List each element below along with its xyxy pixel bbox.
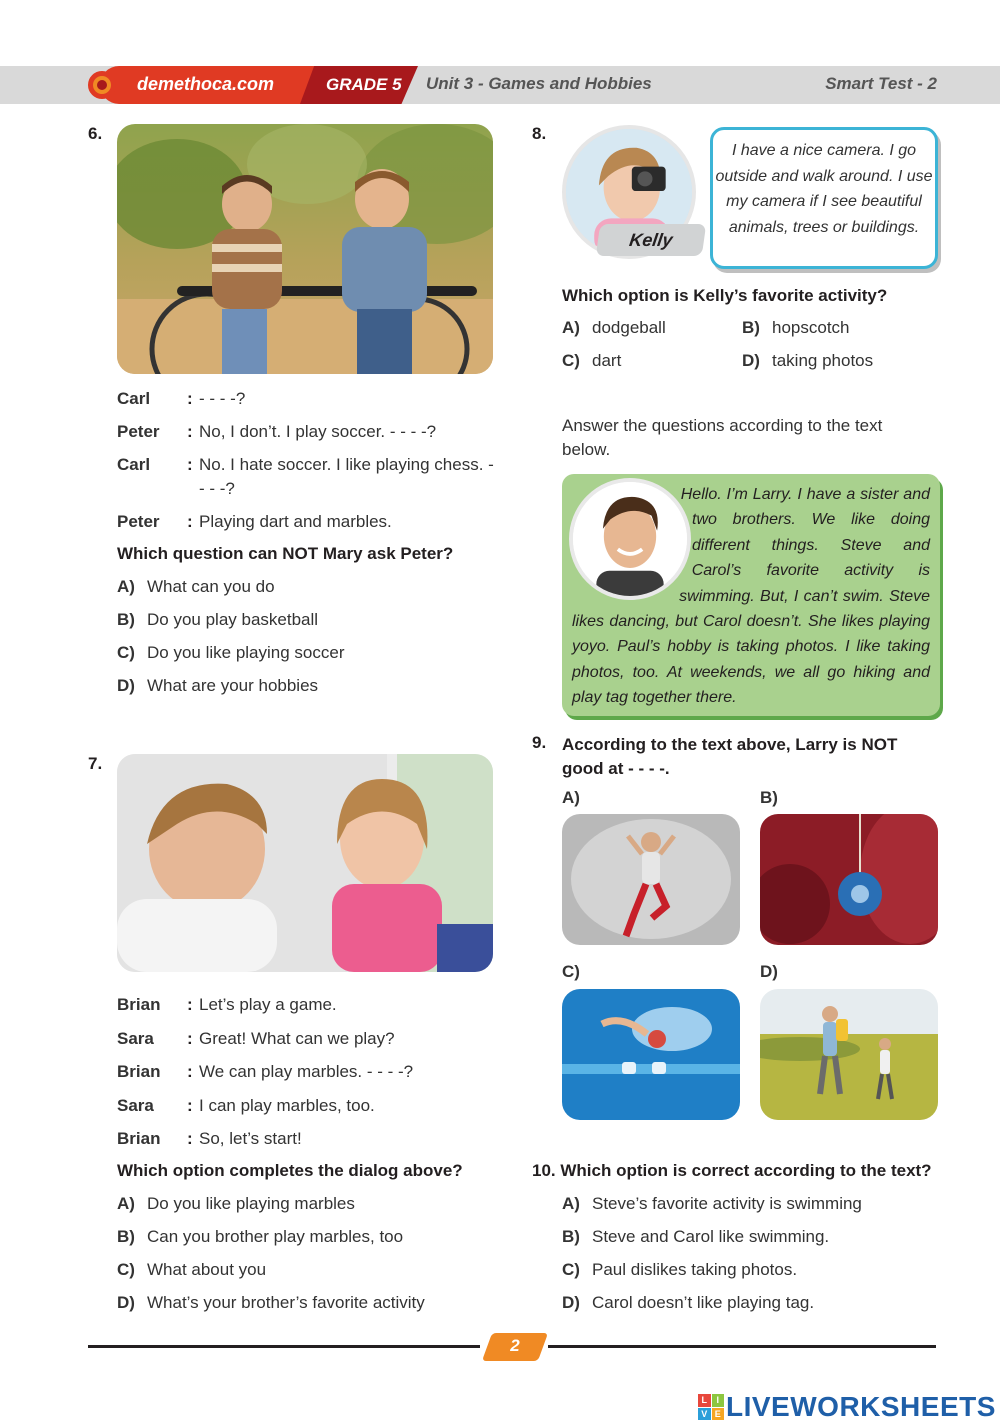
q9-option-b-yoyo-image[interactable] <box>760 814 938 945</box>
question-6-number: 6. <box>88 124 103 143</box>
speaker: Sara <box>117 1029 154 1048</box>
option-text: dodgeball <box>592 318 666 337</box>
option-text: dart <box>592 351 622 370</box>
line-text: No, I don’t. I play soccer. - - - -? <box>199 422 437 441</box>
question-9-number: 9. <box>532 733 547 752</box>
option-letter: C) <box>117 643 135 662</box>
kids-talking-photo <box>117 754 493 972</box>
option-letter: A) <box>562 318 580 337</box>
q8-option-c[interactable] <box>562 351 621 371</box>
option-text: Carol doesn’t like playing tag. <box>592 1293 815 1312</box>
q9-label-d: D) <box>760 962 778 981</box>
logo-letter: L <box>698 1394 711 1407</box>
q10-option-b[interactable] <box>562 1227 829 1247</box>
speaker: Peter <box>117 422 160 441</box>
question-10-body: Which option is correct according to the text? <box>560 1161 932 1180</box>
line-text: No. I hate soccer. I like playing chess. - - - -? <box>199 455 494 498</box>
option-text: hopscotch <box>772 318 850 337</box>
question-6-text: Which question can NOT Mary ask Peter? <box>117 544 454 563</box>
colon: : <box>187 389 193 408</box>
colon: : <box>187 455 193 474</box>
q6-option-c[interactable] <box>117 643 344 663</box>
site-name: demethoca.com <box>137 74 275 94</box>
larry-photo <box>569 478 691 600</box>
test-title: Smart Test - 2 <box>825 74 937 93</box>
q6-option-d[interactable] <box>117 676 318 696</box>
colon: : <box>187 1029 193 1048</box>
option-text: Steve’s favorite activity is swimming <box>592 1194 862 1213</box>
q9-label-a: A) <box>562 788 580 807</box>
option-text: Do you play basketball <box>147 610 319 629</box>
q9-label-c: C) <box>562 962 580 981</box>
q10-option-a[interactable] <box>562 1194 862 1214</box>
logo-letter: E <box>712 1408 725 1421</box>
unit-title: Unit 3 - Games and Hobbies <box>426 74 652 93</box>
line-text: So, let’s start! <box>199 1129 302 1148</box>
boys-bikes-photo <box>117 124 493 374</box>
colon: : <box>187 512 193 531</box>
logo-letter: V <box>698 1408 711 1421</box>
option-text: Do you like playing soccer <box>147 643 345 662</box>
line-text: Great! What can we play? <box>199 1029 395 1048</box>
option-letter: B) <box>562 1227 580 1246</box>
page-number: 2 <box>510 1336 520 1355</box>
line-text: Let’s play a game. <box>199 995 337 1014</box>
option-letter: C) <box>562 1260 580 1279</box>
q7-option-b[interactable] <box>117 1227 403 1247</box>
option-text: What’s your brother’s favorite activity <box>147 1293 425 1312</box>
option-text: Paul dislikes taking photos. <box>592 1260 798 1279</box>
question-10-number: 10. <box>532 1161 556 1180</box>
option-letter: B) <box>117 1227 135 1246</box>
liveworksheets-wordmark: LIVEWORKSHEETS <box>726 1391 996 1422</box>
line-text: We can play marbles. - - - -? <box>199 1062 414 1081</box>
q10-option-d[interactable] <box>562 1293 814 1313</box>
option-text: Steve and Carol like swimming. <box>592 1227 830 1246</box>
question-7-number: 7. <box>88 754 103 773</box>
q8-option-a[interactable] <box>562 318 666 338</box>
option-text: What can you do <box>147 577 275 596</box>
question-9-text: According to the text above, Larry is NOT good at - - - -. <box>562 735 898 778</box>
logo-letter: I <box>712 1394 725 1407</box>
option-letter: D) <box>117 676 135 695</box>
q9-option-d-hiking-image[interactable] <box>760 989 938 1120</box>
colon: : <box>187 1062 193 1081</box>
option-letter: A) <box>562 1194 580 1213</box>
footer-rule-right <box>548 1345 936 1348</box>
q7-option-c[interactable] <box>117 1260 266 1280</box>
q8-option-b[interactable] <box>742 318 850 338</box>
liveworksheets-icon <box>698 1394 724 1420</box>
option-text: taking photos <box>772 351 874 370</box>
line-text: I can play marbles, too. <box>199 1096 375 1115</box>
colon: : <box>187 995 193 1014</box>
colon: : <box>187 1129 193 1148</box>
reading-instruction: Answer the questions according to the text below. <box>562 416 883 459</box>
q6-option-b[interactable] <box>117 610 318 630</box>
colon: : <box>187 1096 193 1115</box>
kelly-name-tag: Kelly <box>596 224 706 256</box>
speaker: Carl <box>117 389 151 408</box>
speaker: Brian <box>117 1062 161 1081</box>
kelly-speech-bubble: I have a nice camera. I go outside and walk around. I use my camera if I see beautiful animals, trees or buildings. <box>710 127 938 269</box>
option-letter: A) <box>117 1194 135 1213</box>
question-8-text: Which option is Kelly’s favorite activity? <box>562 286 888 305</box>
question-8-number: 8. <box>532 124 547 143</box>
grade-label: GRADE 5 <box>326 75 402 94</box>
question-10-text <box>532 1161 932 1181</box>
question-7-text: Which option completes the dialog above? <box>117 1161 463 1180</box>
option-letter: C) <box>117 1260 135 1279</box>
line-text: Playing dart and marbles. <box>199 512 392 531</box>
option-letter: D) <box>117 1293 135 1312</box>
liveworksheets-logo[interactable] <box>698 1391 996 1423</box>
option-text: What about you <box>147 1260 267 1279</box>
q10-option-c[interactable] <box>562 1260 797 1280</box>
speaker: Peter <box>117 512 160 531</box>
line-text: - - - -? <box>199 389 246 408</box>
speaker: Sara <box>117 1096 154 1115</box>
option-letter: B) <box>742 318 760 337</box>
option-letter: B) <box>117 610 135 629</box>
q9-option-c-swimming-image[interactable] <box>562 989 740 1120</box>
header-dot-icon <box>88 71 116 99</box>
speaker: Brian <box>117 1129 161 1148</box>
option-letter: C) <box>562 351 580 370</box>
option-letter: D) <box>742 351 760 370</box>
speaker: Brian <box>117 995 161 1014</box>
option-text: Can you brother play marbles, too <box>147 1227 404 1246</box>
speaker: Carl <box>117 455 151 474</box>
colon: : <box>187 422 193 441</box>
reading-text: Hello. I’m Larry. I have a sister and two brothers. We like doing different things. Steve and Carol’s favorite activity is swimming. But, I can’t swim. Steve likes dancing, but Carol doesn’t. She likes playing yoyo. Paul’s hobby is taking photos. I like taking photos, too. At weekends, we all go hiking and play tag together there. <box>572 486 930 707</box>
option-letter: A) <box>117 577 135 596</box>
footer-rule-left <box>88 1345 480 1348</box>
q7-option-d[interactable] <box>117 1293 425 1313</box>
q7-option-a[interactable] <box>117 1194 355 1214</box>
q9-label-b: B) <box>760 788 778 807</box>
q6-option-a[interactable] <box>117 577 275 597</box>
option-text: What are your hobbies <box>147 676 319 695</box>
q9-option-a-dancing-image[interactable] <box>562 814 740 945</box>
option-letter: D) <box>562 1293 580 1312</box>
q8-option-d[interactable] <box>742 351 873 371</box>
option-text: Do you like playing marbles <box>147 1194 355 1213</box>
